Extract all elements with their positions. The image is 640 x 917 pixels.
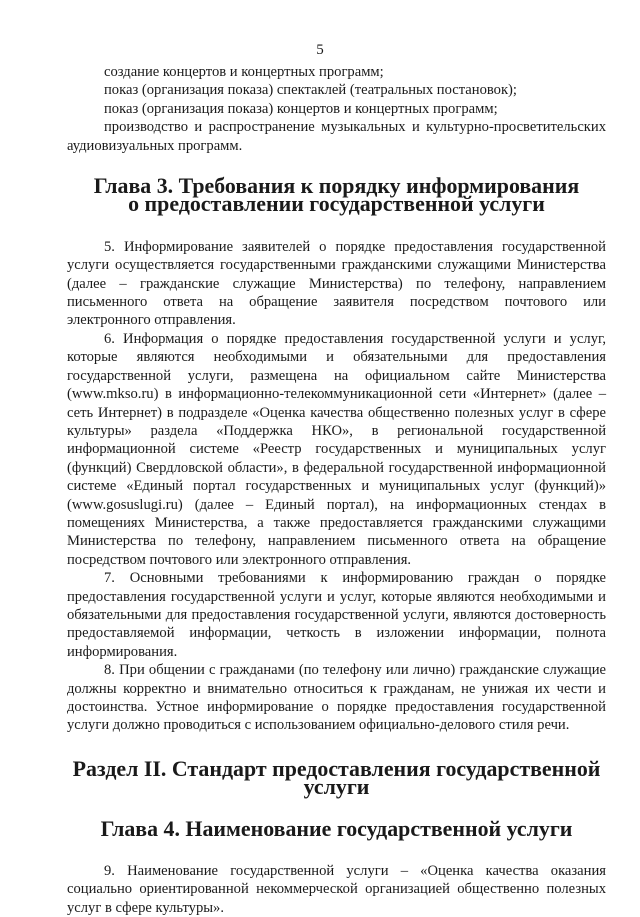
page-number: 5: [316, 42, 324, 58]
paragraph-7: 7. Основными требованиями к информированию граждан о порядке предоставления государственной услуги и услуг, которые являются необходимыми и обязательными для предоставления государственной услуги, являются достоверность предоставляемой информации, четкость в изложении информации, полнота информирования.: [67, 570, 606, 660]
chapter-3-heading: [67, 173, 606, 217]
list-item: показ (организация показа) спектаклей (театральных постановок);: [104, 82, 517, 99]
chapter-3-title-line-2: о предоставлении государственной услуги: [128, 191, 545, 217]
chapter-4-heading: Глава 4. Наименование государственной услуги: [100, 815, 573, 841]
list-item: создание концертов и концертных программ;: [104, 64, 384, 80]
chapter-3-title-line-1: Глава 3. Требования к порядку информирования: [93, 173, 580, 199]
section-2-heading: Раздел II. Стандарт предоставления государственной услуги: [72, 755, 601, 800]
list-item: производство и распространение музыкальных и культурно-просветительских аудиовизуальных программ.: [67, 119, 606, 154]
paragraph-6: 6. Информация о порядке предоставления государственной услуги и услуг, которые являются необходимыми и обязательными для предоставления государственной услуги, размещена на официальном сайте Министерства (www.mkso.ru) в информационно-телекоммуникационной сети «Интернет» (далее – сеть Интернет) в подразделе «Оценка качества общественно полезных услуг в сфере культуры» раздела «Поддержка НКО», в региональной государственной информационной системе «Реестр государственных и муниципальных услуг (функций) Свердловской области», в федеральной государственной информационной системе «Единый портал государственных и муниципальных услуг (функций)» (www.gosuslugi.ru) (далее – Единый портал), на информационных стендах в помещениях Министерства, а также предоставляется гражданскими служащими Министерства по телефону, направлением письменного ответа на обращение посредством почтового или электронного отправления.: [67, 330, 606, 568]
list-item: показ (организация показа) концертов и концертных программ;: [104, 100, 498, 117]
paragraph-8: 8. При общении с гражданами (по телефону или лично) гражданские служащие должны корректно и внимательно относиться к гражданам, не унижая их чести и достоинства. Устное информирование о порядке предоставления государственной услуги должно проводиться с использованием официально-делового стиля речи.: [67, 662, 606, 734]
paragraph-9: 9. Наименование государственной услуги – «Оценка качества оказания социально ориентированной некоммерческой организацией общественно полезных услуг в сфере культуры».: [67, 863, 606, 916]
page-content: [67, 63, 606, 917]
paragraph-5: 5. Информирование заявителей о порядке предоставления государственной услуги осуществляется государственными гражданскими служащими Министерства (далее – гражданские служащие Министерства) по телефону, направлением письменного ответа на обращение заявителя посредством почтового или электронного отправления.: [67, 238, 606, 329]
